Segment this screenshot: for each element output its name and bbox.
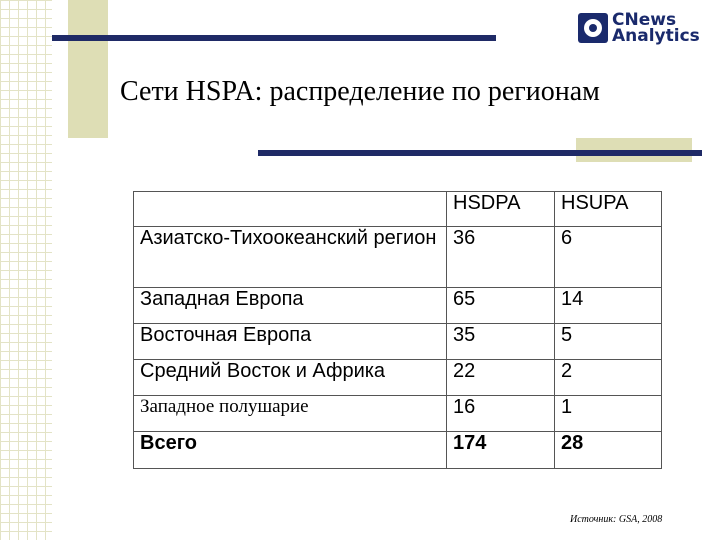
hspa-table [133, 191, 662, 469]
logo-text [612, 12, 700, 44]
cell-hsupa: 5 [555, 324, 662, 360]
grid-pattern-decoration [0, 0, 52, 540]
cell-hsdpa: 35 [447, 324, 555, 360]
cell-hsdpa: 36 [447, 227, 555, 288]
table-row [134, 396, 662, 432]
source-note: Источник: GSA, 2008 [570, 514, 663, 525]
table-row [134, 227, 662, 288]
cell-region: Всего [134, 432, 447, 469]
table-row [134, 324, 662, 360]
header-hsdpa: HSDPA [447, 192, 555, 227]
cell-region: Азиатско-Тихоокеанский регион [134, 227, 447, 288]
header-hsupa: HSUPA [555, 192, 662, 227]
table-row-total [134, 432, 662, 469]
header-region [134, 192, 447, 227]
logo-line1: CNews [612, 10, 677, 30]
cell-region: Средний Восток и Африка [134, 360, 447, 396]
cell-hsupa: 1 [555, 396, 662, 432]
cell-region: Восточная Европа [134, 324, 447, 360]
cell-hsdpa: 16 [447, 396, 555, 432]
cell-hsdpa: 174 [447, 432, 555, 469]
cell-hsupa: 2 [555, 360, 662, 396]
cell-hsupa: 6 [555, 227, 662, 288]
divider-bar-top [52, 35, 496, 41]
divider-bar-bottom [258, 150, 702, 156]
table-row [134, 360, 662, 396]
logo-line2: Analytics [612, 26, 700, 46]
cnews-analytics-logo [578, 10, 700, 46]
slide-title: Сети HSPA: распределение по регионам [120, 76, 600, 107]
table-row [134, 288, 662, 324]
logo-icon [578, 13, 608, 43]
cell-region: Западное полушарие [134, 396, 447, 432]
cell-hsupa: 28 [555, 432, 662, 469]
table-header-row [134, 192, 662, 227]
cell-hsdpa: 22 [447, 360, 555, 396]
accent-block-top [68, 0, 108, 138]
cell-hsupa: 14 [555, 288, 662, 324]
cell-hsdpa: 65 [447, 288, 555, 324]
cell-region: Западная Европа [134, 288, 447, 324]
